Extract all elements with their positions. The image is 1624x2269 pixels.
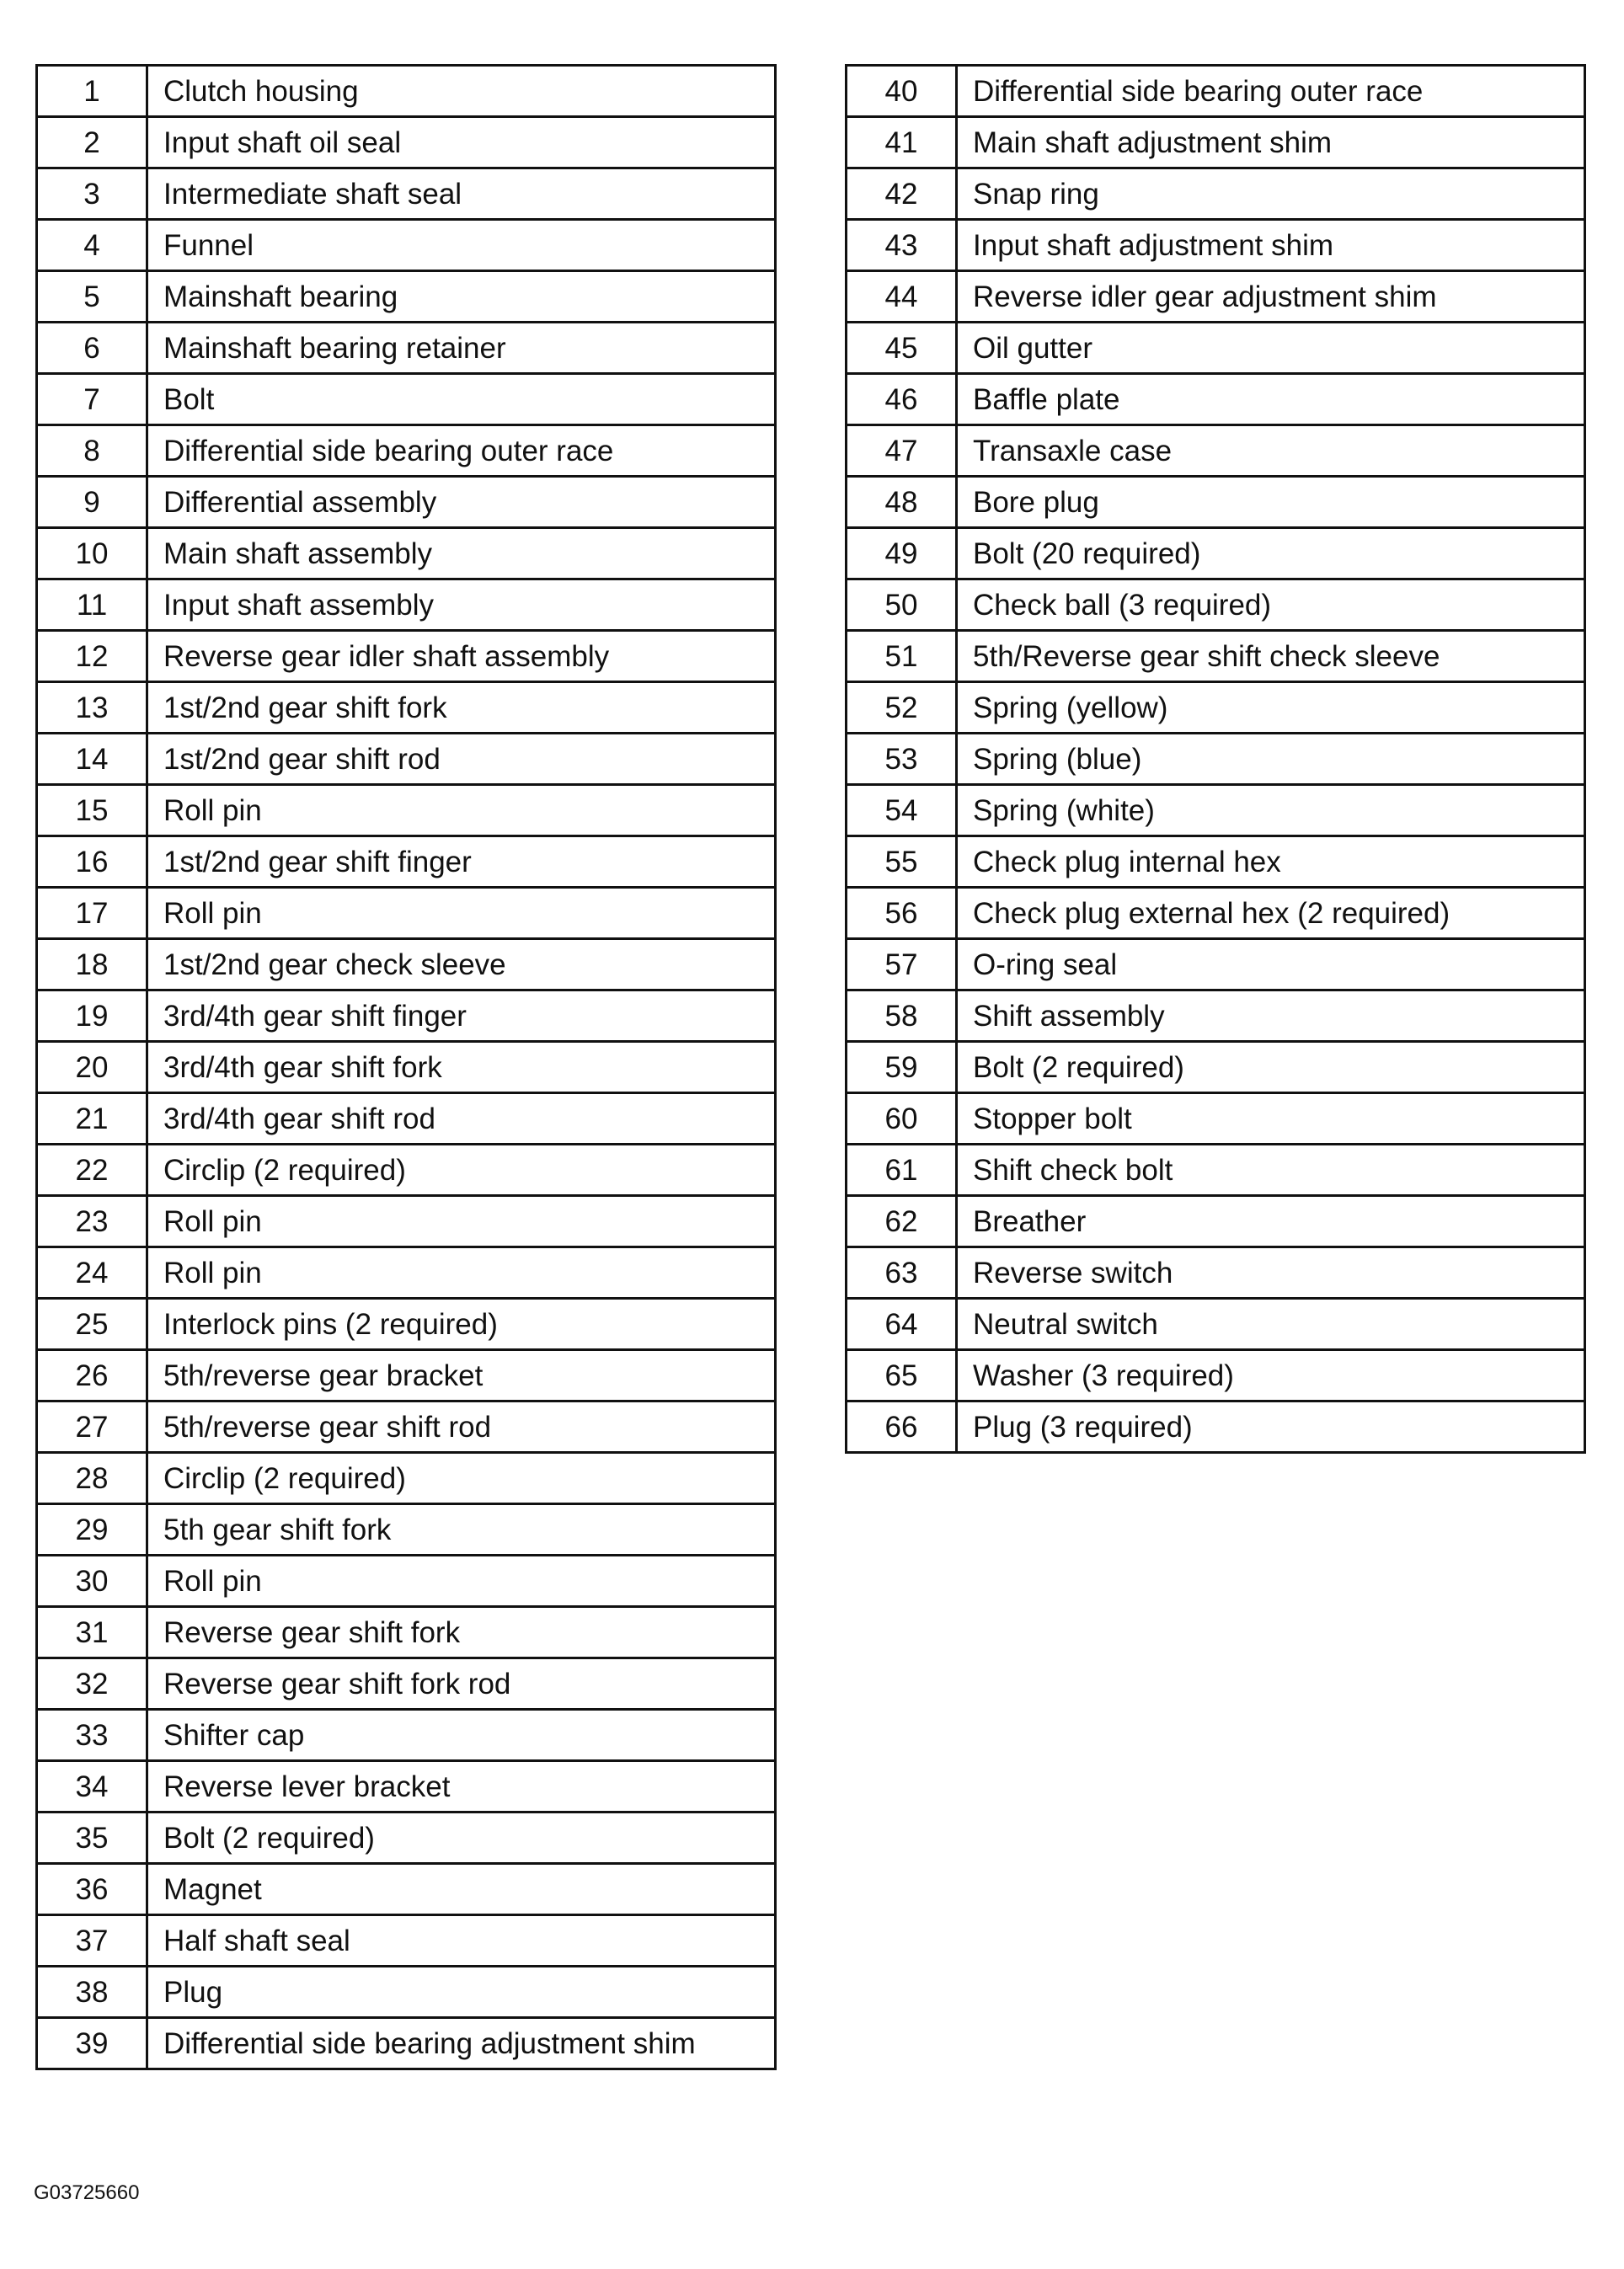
part-description-cell: Baffle plate bbox=[957, 374, 1585, 425]
table-row bbox=[37, 1453, 776, 1504]
part-number-cell: 65 bbox=[847, 1350, 957, 1401]
table-row bbox=[37, 374, 776, 425]
part-number-cell: 10 bbox=[37, 528, 147, 579]
part-description-cell: Main shaft assembly bbox=[147, 528, 776, 579]
table-row bbox=[847, 220, 1585, 271]
part-number-cell: 16 bbox=[37, 836, 147, 888]
table-row bbox=[37, 990, 776, 1042]
part-number-cell: 18 bbox=[37, 939, 147, 990]
part-number-cell: 57 bbox=[847, 939, 957, 990]
part-description-cell: Differential side bearing outer race bbox=[147, 425, 776, 477]
part-description-cell: Shift assembly bbox=[957, 990, 1585, 1042]
part-number-cell: 60 bbox=[847, 1093, 957, 1145]
part-number-cell: 43 bbox=[847, 220, 957, 271]
table-row bbox=[37, 1710, 776, 1761]
part-number-cell: 27 bbox=[37, 1401, 147, 1453]
table-row bbox=[37, 528, 776, 579]
table-row bbox=[847, 1247, 1585, 1299]
part-description-cell: Differential assembly bbox=[147, 477, 776, 528]
part-description-cell: 1st/2nd gear shift rod bbox=[147, 734, 776, 785]
part-number-cell: 5 bbox=[37, 271, 147, 323]
part-description-cell: Check ball (3 required) bbox=[957, 579, 1585, 631]
table-row bbox=[37, 1145, 776, 1196]
table-row bbox=[847, 1401, 1585, 1453]
part-number-cell: 3 bbox=[37, 168, 147, 220]
parts-table-right bbox=[845, 64, 1586, 1454]
part-description-cell: Mainshaft bearing retainer bbox=[147, 323, 776, 374]
part-description-cell: Reverse gear idler shaft assembly bbox=[147, 631, 776, 682]
table-row bbox=[37, 271, 776, 323]
part-description-cell: Mainshaft bearing bbox=[147, 271, 776, 323]
table-row bbox=[847, 168, 1585, 220]
part-number-cell: 33 bbox=[37, 1710, 147, 1761]
table-row bbox=[847, 785, 1585, 836]
part-description-cell: Reverse gear shift fork rod bbox=[147, 1658, 776, 1710]
part-number-cell: 49 bbox=[847, 528, 957, 579]
table-row bbox=[37, 1401, 776, 1453]
part-description-cell: Reverse lever bracket bbox=[147, 1761, 776, 1813]
part-number-cell: 61 bbox=[847, 1145, 957, 1196]
part-description-cell: Spring (yellow) bbox=[957, 682, 1585, 734]
part-description-cell: Reverse gear shift fork bbox=[147, 1607, 776, 1658]
table-row bbox=[37, 66, 776, 117]
part-description-cell: Transaxle case bbox=[957, 425, 1585, 477]
part-number-cell: 15 bbox=[37, 785, 147, 836]
part-number-cell: 62 bbox=[847, 1196, 957, 1247]
part-description-cell: Reverse switch bbox=[957, 1247, 1585, 1299]
part-description-cell: Plug bbox=[147, 1967, 776, 2018]
part-description-cell: Half shaft seal bbox=[147, 1915, 776, 1967]
part-number-cell: 42 bbox=[847, 168, 957, 220]
part-number-cell: 34 bbox=[37, 1761, 147, 1813]
part-description-cell: Snap ring bbox=[957, 168, 1585, 220]
part-number-cell: 23 bbox=[37, 1196, 147, 1247]
table-row bbox=[37, 2018, 776, 2069]
part-number-cell: 19 bbox=[37, 990, 147, 1042]
table-row bbox=[847, 271, 1585, 323]
part-number-cell: 20 bbox=[37, 1042, 147, 1093]
part-description-cell: Spring (white) bbox=[957, 785, 1585, 836]
table-row bbox=[37, 682, 776, 734]
part-description-cell: Bore plug bbox=[957, 477, 1585, 528]
part-description-cell: Check plug external hex (2 required) bbox=[957, 888, 1585, 939]
table-row bbox=[37, 1247, 776, 1299]
part-description-cell: Input shaft assembly bbox=[147, 579, 776, 631]
part-number-cell: 22 bbox=[37, 1145, 147, 1196]
table-row bbox=[847, 939, 1585, 990]
table-row bbox=[37, 939, 776, 990]
part-description-cell: 3rd/4th gear shift finger bbox=[147, 990, 776, 1042]
part-description-cell: Washer (3 required) bbox=[957, 1350, 1585, 1401]
part-description-cell: Input shaft oil seal bbox=[147, 117, 776, 168]
table-row bbox=[37, 477, 776, 528]
table-row bbox=[847, 1145, 1585, 1196]
table-row bbox=[37, 1607, 776, 1658]
part-number-cell: 48 bbox=[847, 477, 957, 528]
part-description-cell: Bolt bbox=[147, 374, 776, 425]
table-row bbox=[37, 631, 776, 682]
part-description-cell: Reverse idler gear adjustment shim bbox=[957, 271, 1585, 323]
part-description-cell: Roll pin bbox=[147, 888, 776, 939]
part-number-cell: 63 bbox=[847, 1247, 957, 1299]
part-description-cell: Interlock pins (2 required) bbox=[147, 1299, 776, 1350]
part-description-cell: Shifter cap bbox=[147, 1710, 776, 1761]
part-description-cell: Bolt (20 required) bbox=[957, 528, 1585, 579]
part-description-cell: Check plug internal hex bbox=[957, 836, 1585, 888]
part-description-cell: Differential side bearing adjustment shim bbox=[147, 2018, 776, 2069]
part-description-cell: Bolt (2 required) bbox=[147, 1813, 776, 1864]
table-row bbox=[847, 1299, 1585, 1350]
part-description-cell: Neutral switch bbox=[957, 1299, 1585, 1350]
part-description-cell: Shift check bolt bbox=[957, 1145, 1585, 1196]
part-number-cell: 17 bbox=[37, 888, 147, 939]
part-description-cell: Circlip (2 required) bbox=[147, 1453, 776, 1504]
part-number-cell: 50 bbox=[847, 579, 957, 631]
part-description-cell: Input shaft adjustment shim bbox=[957, 220, 1585, 271]
part-number-cell: 56 bbox=[847, 888, 957, 939]
part-description-cell: O-ring seal bbox=[957, 939, 1585, 990]
table-row bbox=[37, 1556, 776, 1607]
part-description-cell: 5th/Reverse gear shift check sleeve bbox=[957, 631, 1585, 682]
part-number-cell: 37 bbox=[37, 1915, 147, 1967]
part-description-cell: Roll pin bbox=[147, 1556, 776, 1607]
table-row bbox=[37, 1504, 776, 1556]
part-description-cell: 3rd/4th gear shift rod bbox=[147, 1093, 776, 1145]
part-description-cell: Circlip (2 required) bbox=[147, 1145, 776, 1196]
table-row bbox=[37, 1350, 776, 1401]
part-description-cell: Magnet bbox=[147, 1864, 776, 1915]
part-number-cell: 54 bbox=[847, 785, 957, 836]
part-description-cell: 1st/2nd gear shift finger bbox=[147, 836, 776, 888]
part-description-cell: Spring (blue) bbox=[957, 734, 1585, 785]
parts-table-left bbox=[35, 64, 777, 2070]
part-description-cell: Oil gutter bbox=[957, 323, 1585, 374]
part-number-cell: 66 bbox=[847, 1401, 957, 1453]
part-number-cell: 21 bbox=[37, 1093, 147, 1145]
table-row bbox=[37, 1042, 776, 1093]
part-number-cell: 11 bbox=[37, 579, 147, 631]
part-description-cell: 1st/2nd gear check sleeve bbox=[147, 939, 776, 990]
part-number-cell: 53 bbox=[847, 734, 957, 785]
table-row bbox=[37, 1761, 776, 1813]
table-row bbox=[37, 579, 776, 631]
table-row bbox=[37, 836, 776, 888]
parts-table-left-body bbox=[37, 66, 776, 2069]
table-row bbox=[847, 117, 1585, 168]
table-row bbox=[847, 579, 1585, 631]
table-row bbox=[37, 425, 776, 477]
part-description-cell: 5th gear shift fork bbox=[147, 1504, 776, 1556]
part-description-cell: 5th/reverse gear bracket bbox=[147, 1350, 776, 1401]
table-row bbox=[847, 323, 1585, 374]
part-number-cell: 59 bbox=[847, 1042, 957, 1093]
part-description-cell: Clutch housing bbox=[147, 66, 776, 117]
table-row bbox=[847, 528, 1585, 579]
part-number-cell: 8 bbox=[37, 425, 147, 477]
table-row bbox=[37, 1864, 776, 1915]
table-row bbox=[847, 631, 1585, 682]
part-description-cell: Stopper bolt bbox=[957, 1093, 1585, 1145]
table-row bbox=[847, 477, 1585, 528]
part-description-cell: Roll pin bbox=[147, 1247, 776, 1299]
table-row bbox=[37, 734, 776, 785]
table-row bbox=[37, 323, 776, 374]
part-number-cell: 13 bbox=[37, 682, 147, 734]
table-row bbox=[847, 374, 1585, 425]
part-number-cell: 52 bbox=[847, 682, 957, 734]
part-number-cell: 55 bbox=[847, 836, 957, 888]
table-row bbox=[37, 1967, 776, 2018]
part-number-cell: 2 bbox=[37, 117, 147, 168]
part-number-cell: 47 bbox=[847, 425, 957, 477]
part-description-cell: Plug (3 required) bbox=[957, 1401, 1585, 1453]
part-number-cell: 45 bbox=[847, 323, 957, 374]
table-row bbox=[847, 1042, 1585, 1093]
part-number-cell: 41 bbox=[847, 117, 957, 168]
part-description-cell: Breather bbox=[957, 1196, 1585, 1247]
table-row bbox=[37, 888, 776, 939]
table-row bbox=[37, 220, 776, 271]
part-description-cell: Differential side bearing outer race bbox=[957, 66, 1585, 117]
table-row bbox=[37, 1915, 776, 1967]
table-row bbox=[37, 168, 776, 220]
part-number-cell: 40 bbox=[847, 66, 957, 117]
part-description-cell: 5th/reverse gear shift rod bbox=[147, 1401, 776, 1453]
part-number-cell: 39 bbox=[37, 2018, 147, 2069]
part-number-cell: 35 bbox=[37, 1813, 147, 1864]
part-number-cell: 24 bbox=[37, 1247, 147, 1299]
part-number-cell: 1 bbox=[37, 66, 147, 117]
part-description-cell: Funnel bbox=[147, 220, 776, 271]
table-row bbox=[37, 1299, 776, 1350]
part-number-cell: 44 bbox=[847, 271, 957, 323]
part-number-cell: 51 bbox=[847, 631, 957, 682]
part-description-cell: Roll pin bbox=[147, 785, 776, 836]
part-number-cell: 7 bbox=[37, 374, 147, 425]
part-number-cell: 6 bbox=[37, 323, 147, 374]
part-description-cell: Roll pin bbox=[147, 1196, 776, 1247]
figure-id-label: G03725660 bbox=[34, 2181, 140, 2204]
part-number-cell: 38 bbox=[37, 1967, 147, 2018]
part-number-cell: 9 bbox=[37, 477, 147, 528]
part-number-cell: 28 bbox=[37, 1453, 147, 1504]
part-number-cell: 58 bbox=[847, 990, 957, 1042]
part-number-cell: 25 bbox=[37, 1299, 147, 1350]
part-number-cell: 12 bbox=[37, 631, 147, 682]
part-number-cell: 31 bbox=[37, 1607, 147, 1658]
table-row bbox=[847, 888, 1585, 939]
table-row bbox=[37, 117, 776, 168]
part-description-cell: Main shaft adjustment shim bbox=[957, 117, 1585, 168]
part-number-cell: 46 bbox=[847, 374, 957, 425]
part-number-cell: 36 bbox=[37, 1864, 147, 1915]
part-number-cell: 30 bbox=[37, 1556, 147, 1607]
part-number-cell: 14 bbox=[37, 734, 147, 785]
part-description-cell: 3rd/4th gear shift fork bbox=[147, 1042, 776, 1093]
part-number-cell: 4 bbox=[37, 220, 147, 271]
parts-table-right-body bbox=[847, 66, 1585, 1453]
table-row bbox=[37, 1196, 776, 1247]
table-row bbox=[37, 1813, 776, 1864]
table-row bbox=[37, 1658, 776, 1710]
part-number-cell: 26 bbox=[37, 1350, 147, 1401]
table-row bbox=[847, 1196, 1585, 1247]
table-row bbox=[847, 66, 1585, 117]
part-number-cell: 29 bbox=[37, 1504, 147, 1556]
table-row bbox=[847, 836, 1585, 888]
part-number-cell: 32 bbox=[37, 1658, 147, 1710]
table-row bbox=[847, 425, 1585, 477]
table-row bbox=[847, 1350, 1585, 1401]
part-number-cell: 64 bbox=[847, 1299, 957, 1350]
table-row bbox=[847, 734, 1585, 785]
part-description-cell: Bolt (2 required) bbox=[957, 1042, 1585, 1093]
table-row bbox=[847, 1093, 1585, 1145]
table-row bbox=[847, 682, 1585, 734]
part-description-cell: 1st/2nd gear shift fork bbox=[147, 682, 776, 734]
part-description-cell: Intermediate shaft seal bbox=[147, 168, 776, 220]
table-row bbox=[37, 785, 776, 836]
table-row bbox=[847, 990, 1585, 1042]
table-row bbox=[37, 1093, 776, 1145]
